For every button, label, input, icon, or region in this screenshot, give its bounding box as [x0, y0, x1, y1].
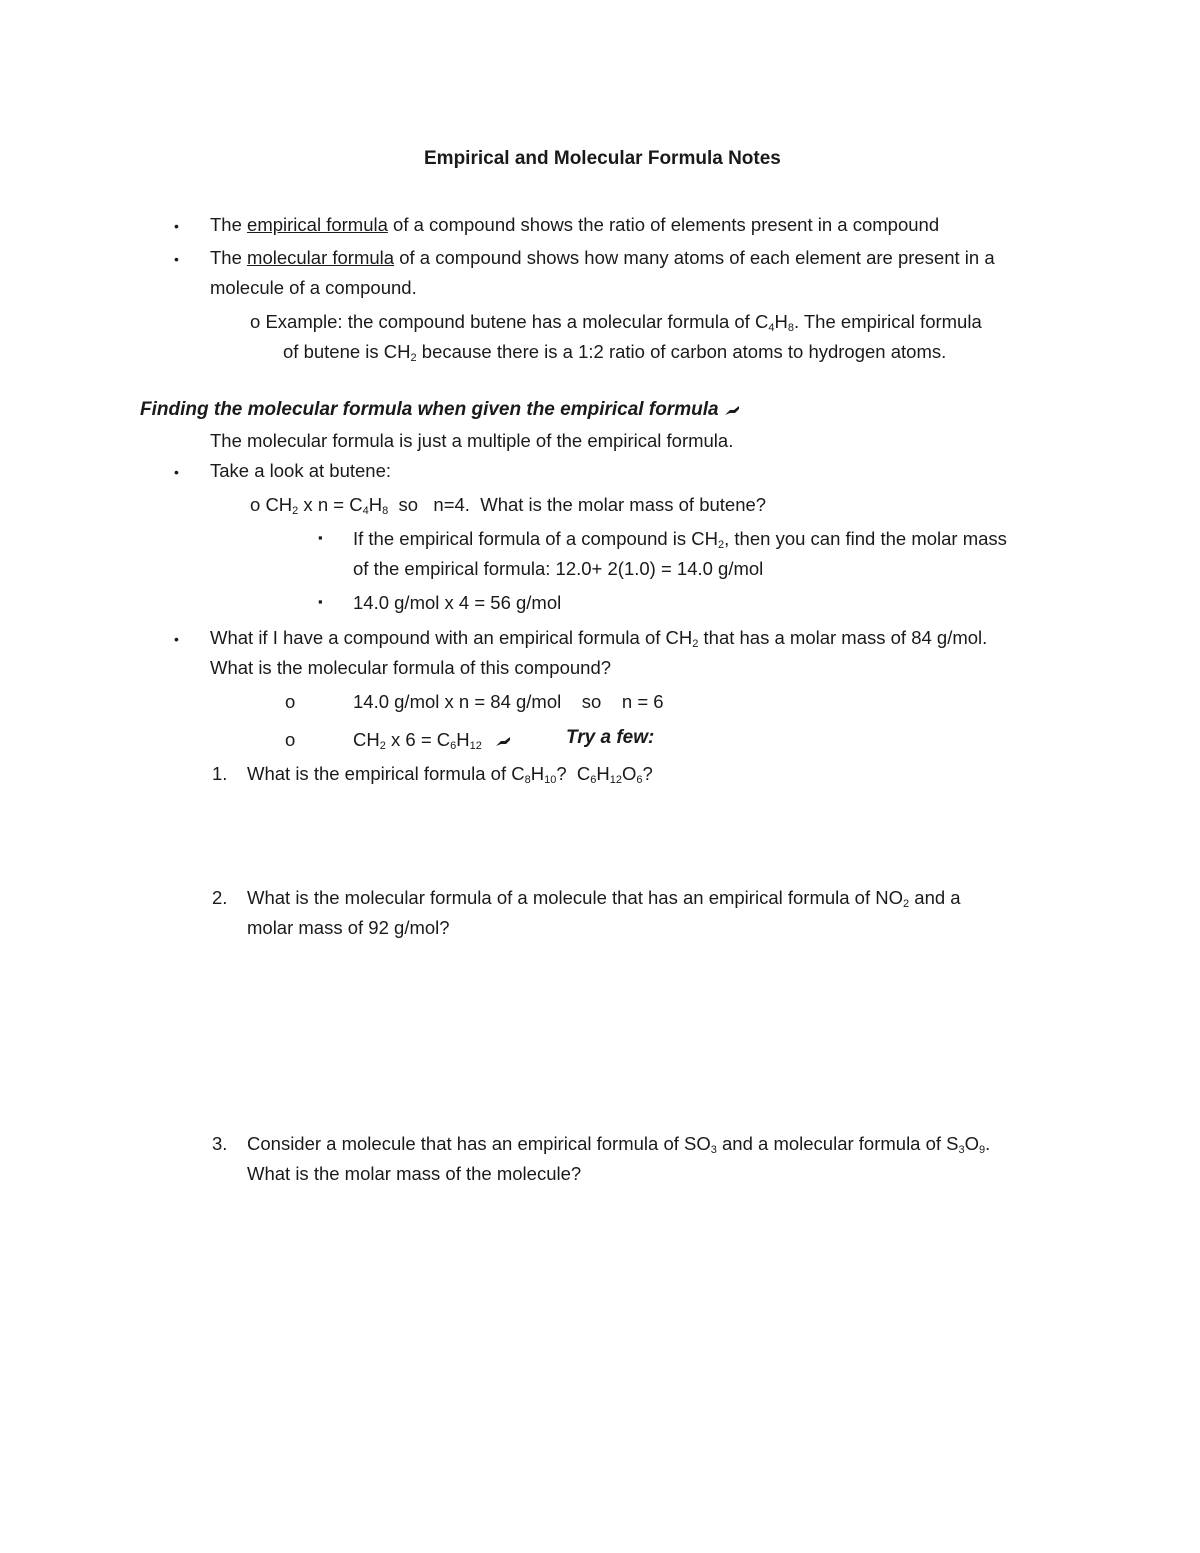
- multiple-statement: The molecular formula is just a multiple of the empirical formula.: [210, 430, 734, 451]
- subscript: 3: [958, 1144, 965, 1156]
- subscript: 8: [787, 322, 794, 334]
- circle-marker: o: [250, 311, 261, 332]
- subscript: 6: [636, 774, 643, 786]
- molar-mass-step-cont: of the empirical formula: 12.0+ 2(1.0) = 14.0 g/mol: [353, 558, 764, 579]
- empirical-definition: [210, 214, 939, 236]
- text: H: [596, 763, 610, 784]
- text: , then you can find the molar mass: [724, 528, 1007, 549]
- text: and a molecular formula of S: [716, 1133, 959, 1154]
- text: that has a molar mass of 84 g/mol.: [698, 627, 988, 648]
- subscript: 2: [718, 539, 725, 551]
- circle-marker: o: [250, 494, 261, 515]
- example-line: [250, 311, 982, 333]
- text: .: [985, 1133, 991, 1154]
- what-if-question-cont: What is the molecular formula of this compound?: [210, 657, 612, 678]
- question-number: 1.: [212, 763, 228, 784]
- text: H: [368, 494, 383, 515]
- subscript: 6: [590, 774, 597, 786]
- subscript: 12: [609, 774, 623, 786]
- text: and a: [909, 887, 961, 908]
- text: H: [774, 311, 788, 332]
- molecular-result: [353, 729, 511, 751]
- question-2: [247, 887, 961, 909]
- text: If the empirical formula of a compound is CH: [353, 528, 719, 549]
- pencil-hand-icon: [724, 404, 740, 416]
- circle-marker: o: [285, 729, 296, 750]
- n-calc: 14.0 g/mol x n = 84 g/mol so n = 6: [353, 691, 664, 712]
- text: ?: [642, 763, 653, 784]
- butene-prompt: Take a look at butene:: [210, 460, 392, 481]
- subscript: 9: [979, 1144, 986, 1156]
- subscript: 2: [292, 505, 299, 517]
- molar-mass-result: 14.0 g/mol x 4 = 56 g/mol: [353, 592, 562, 613]
- text: Example: the compound butene has a molecular formula of C: [265, 311, 769, 332]
- text: The: [210, 247, 248, 268]
- bullet-marker: •: [174, 251, 179, 267]
- molar-mass-step: [353, 528, 1007, 550]
- text: so n=4. What is the molar mass of butene?: [388, 494, 767, 515]
- bullet-marker: •: [174, 218, 179, 234]
- what-if-question: [210, 627, 987, 649]
- text: What is the empirical formula of C: [247, 763, 525, 784]
- square-marker: ▪: [318, 594, 323, 609]
- circle-marker: o: [285, 691, 296, 712]
- subscript: 12: [469, 740, 482, 752]
- heading-text: Finding the molecular formula when given the empirical formula: [140, 399, 719, 420]
- molecular-definition-cont: molecule of a compound.: [210, 277, 417, 298]
- question-3: [247, 1133, 990, 1155]
- molecular-term: molecular formula: [247, 247, 395, 268]
- text: x n = C: [298, 494, 363, 515]
- subscript: 8: [382, 505, 389, 517]
- question-2-cont: molar mass of 92 g/mol?: [247, 917, 450, 938]
- text: of butene is CH: [283, 341, 411, 362]
- section-heading: [140, 399, 740, 421]
- text: of a compound shows how many atoms of each element are present in a: [394, 247, 995, 268]
- question-number: 2.: [212, 887, 228, 908]
- subscript: 3: [710, 1144, 717, 1156]
- subscript: 4: [362, 505, 369, 517]
- text: The: [210, 214, 248, 235]
- bullet-marker: •: [174, 464, 179, 480]
- pencil-hand-icon: [495, 735, 511, 747]
- subscript: 2: [903, 898, 910, 910]
- bullet-marker: •: [174, 631, 179, 647]
- question-number: 3.: [212, 1133, 228, 1154]
- question-1: [247, 763, 653, 785]
- question-3-cont: What is the molar mass of the molecule?: [247, 1163, 582, 1184]
- text: x 6 = C: [385, 729, 451, 750]
- butene-calc: [250, 494, 766, 516]
- subscript: 2: [410, 352, 417, 364]
- text: What if I have a compound with an empirical formula of CH: [210, 627, 693, 648]
- subscript: 4: [768, 322, 775, 334]
- text: ? C: [556, 763, 591, 784]
- text: CH: [353, 729, 380, 750]
- text: . The empirical formula: [793, 311, 982, 332]
- subscript: 2: [692, 638, 699, 650]
- subscript: 2: [379, 740, 386, 752]
- molecular-definition: [210, 247, 995, 269]
- text: O: [622, 763, 637, 784]
- text: H: [530, 763, 545, 784]
- text: H: [456, 729, 470, 750]
- empirical-term: empirical formula: [247, 214, 388, 235]
- text: CH: [265, 494, 293, 515]
- subscript: 8: [524, 774, 531, 786]
- text: What is the molecular formula of a molecule that has an empirical formula of NO: [247, 887, 904, 908]
- text: O: [964, 1133, 980, 1154]
- text: of a compound shows the ratio of elements present in a compound: [387, 214, 940, 235]
- subscript: 10: [544, 774, 557, 786]
- square-marker: ▪: [318, 530, 323, 545]
- text: because there is a 1:2 ratio of carbon atoms to hydrogen atoms.: [416, 341, 947, 362]
- page-title: Empirical and Molecular Formula Notes: [424, 148, 781, 169]
- example-line-2: [283, 341, 946, 363]
- try-a-few-label: Try a few:: [566, 727, 655, 748]
- text: Consider a molecule that has an empirical formula of SO: [247, 1133, 711, 1154]
- subscript: 6: [450, 740, 457, 752]
